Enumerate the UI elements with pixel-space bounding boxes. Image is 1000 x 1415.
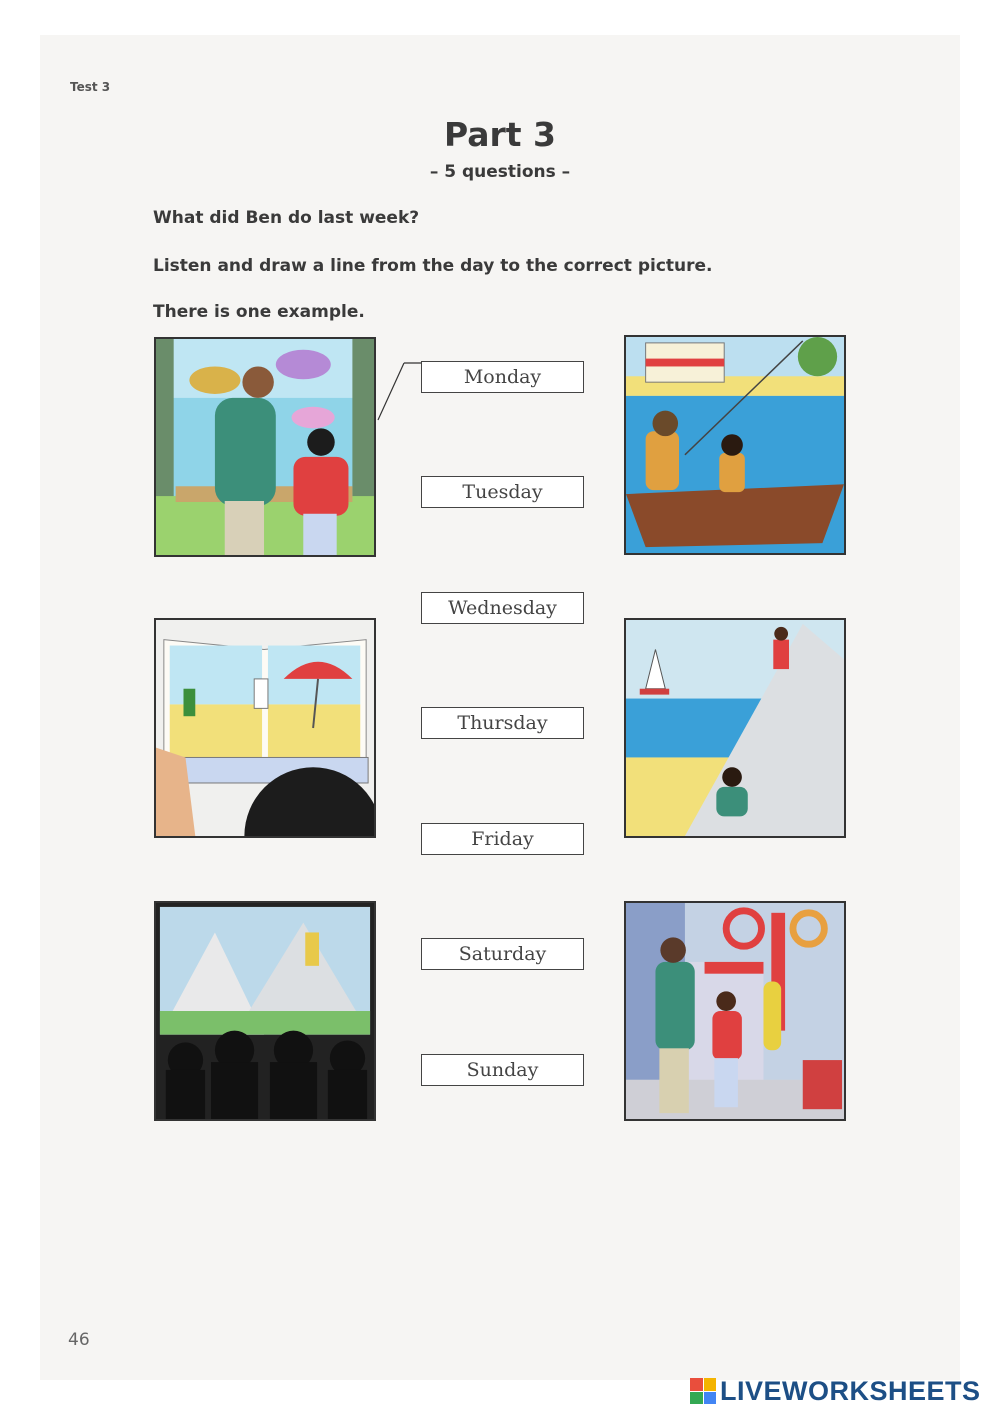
beach-book-picture[interactable] (154, 618, 376, 838)
day-box-friday[interactable]: Friday (421, 823, 584, 855)
brand-name: LIVEWORKSHEETS (720, 1375, 981, 1406)
fishing-boat-picture[interactable] (624, 335, 846, 555)
shopping-street-picture[interactable] (624, 901, 846, 1121)
day-box-sunday[interactable]: Sunday (421, 1054, 584, 1086)
page-number: 46 (68, 1330, 90, 1350)
day-box-thursday[interactable]: Thursday (421, 707, 584, 739)
day-box-saturday[interactable]: Saturday (421, 938, 584, 970)
day-box-wednesday[interactable]: Wednesday (421, 592, 584, 624)
cinema-climbing-picture[interactable] (154, 901, 376, 1121)
instruction-task: Listen and draw a line from the day to the correct picture. (153, 256, 713, 276)
day-box-tuesday[interactable]: Tuesday (421, 476, 584, 508)
instruction-question: What did Ben do last week? (153, 208, 420, 228)
climbing-rocks-picture[interactable] (624, 618, 846, 838)
page-title: Part 3 (443, 115, 557, 154)
liveworksheets-logo-icon (690, 1378, 716, 1404)
instruction-example: There is one example. (153, 302, 365, 322)
aquarium-picture[interactable] (154, 337, 376, 557)
page-subtitle: – 5 questions – (429, 162, 571, 182)
liveworksheets-logo[interactable] (690, 1375, 981, 1407)
test-label: Test 3 (70, 80, 111, 94)
day-box-monday[interactable]: Monday (421, 361, 584, 393)
